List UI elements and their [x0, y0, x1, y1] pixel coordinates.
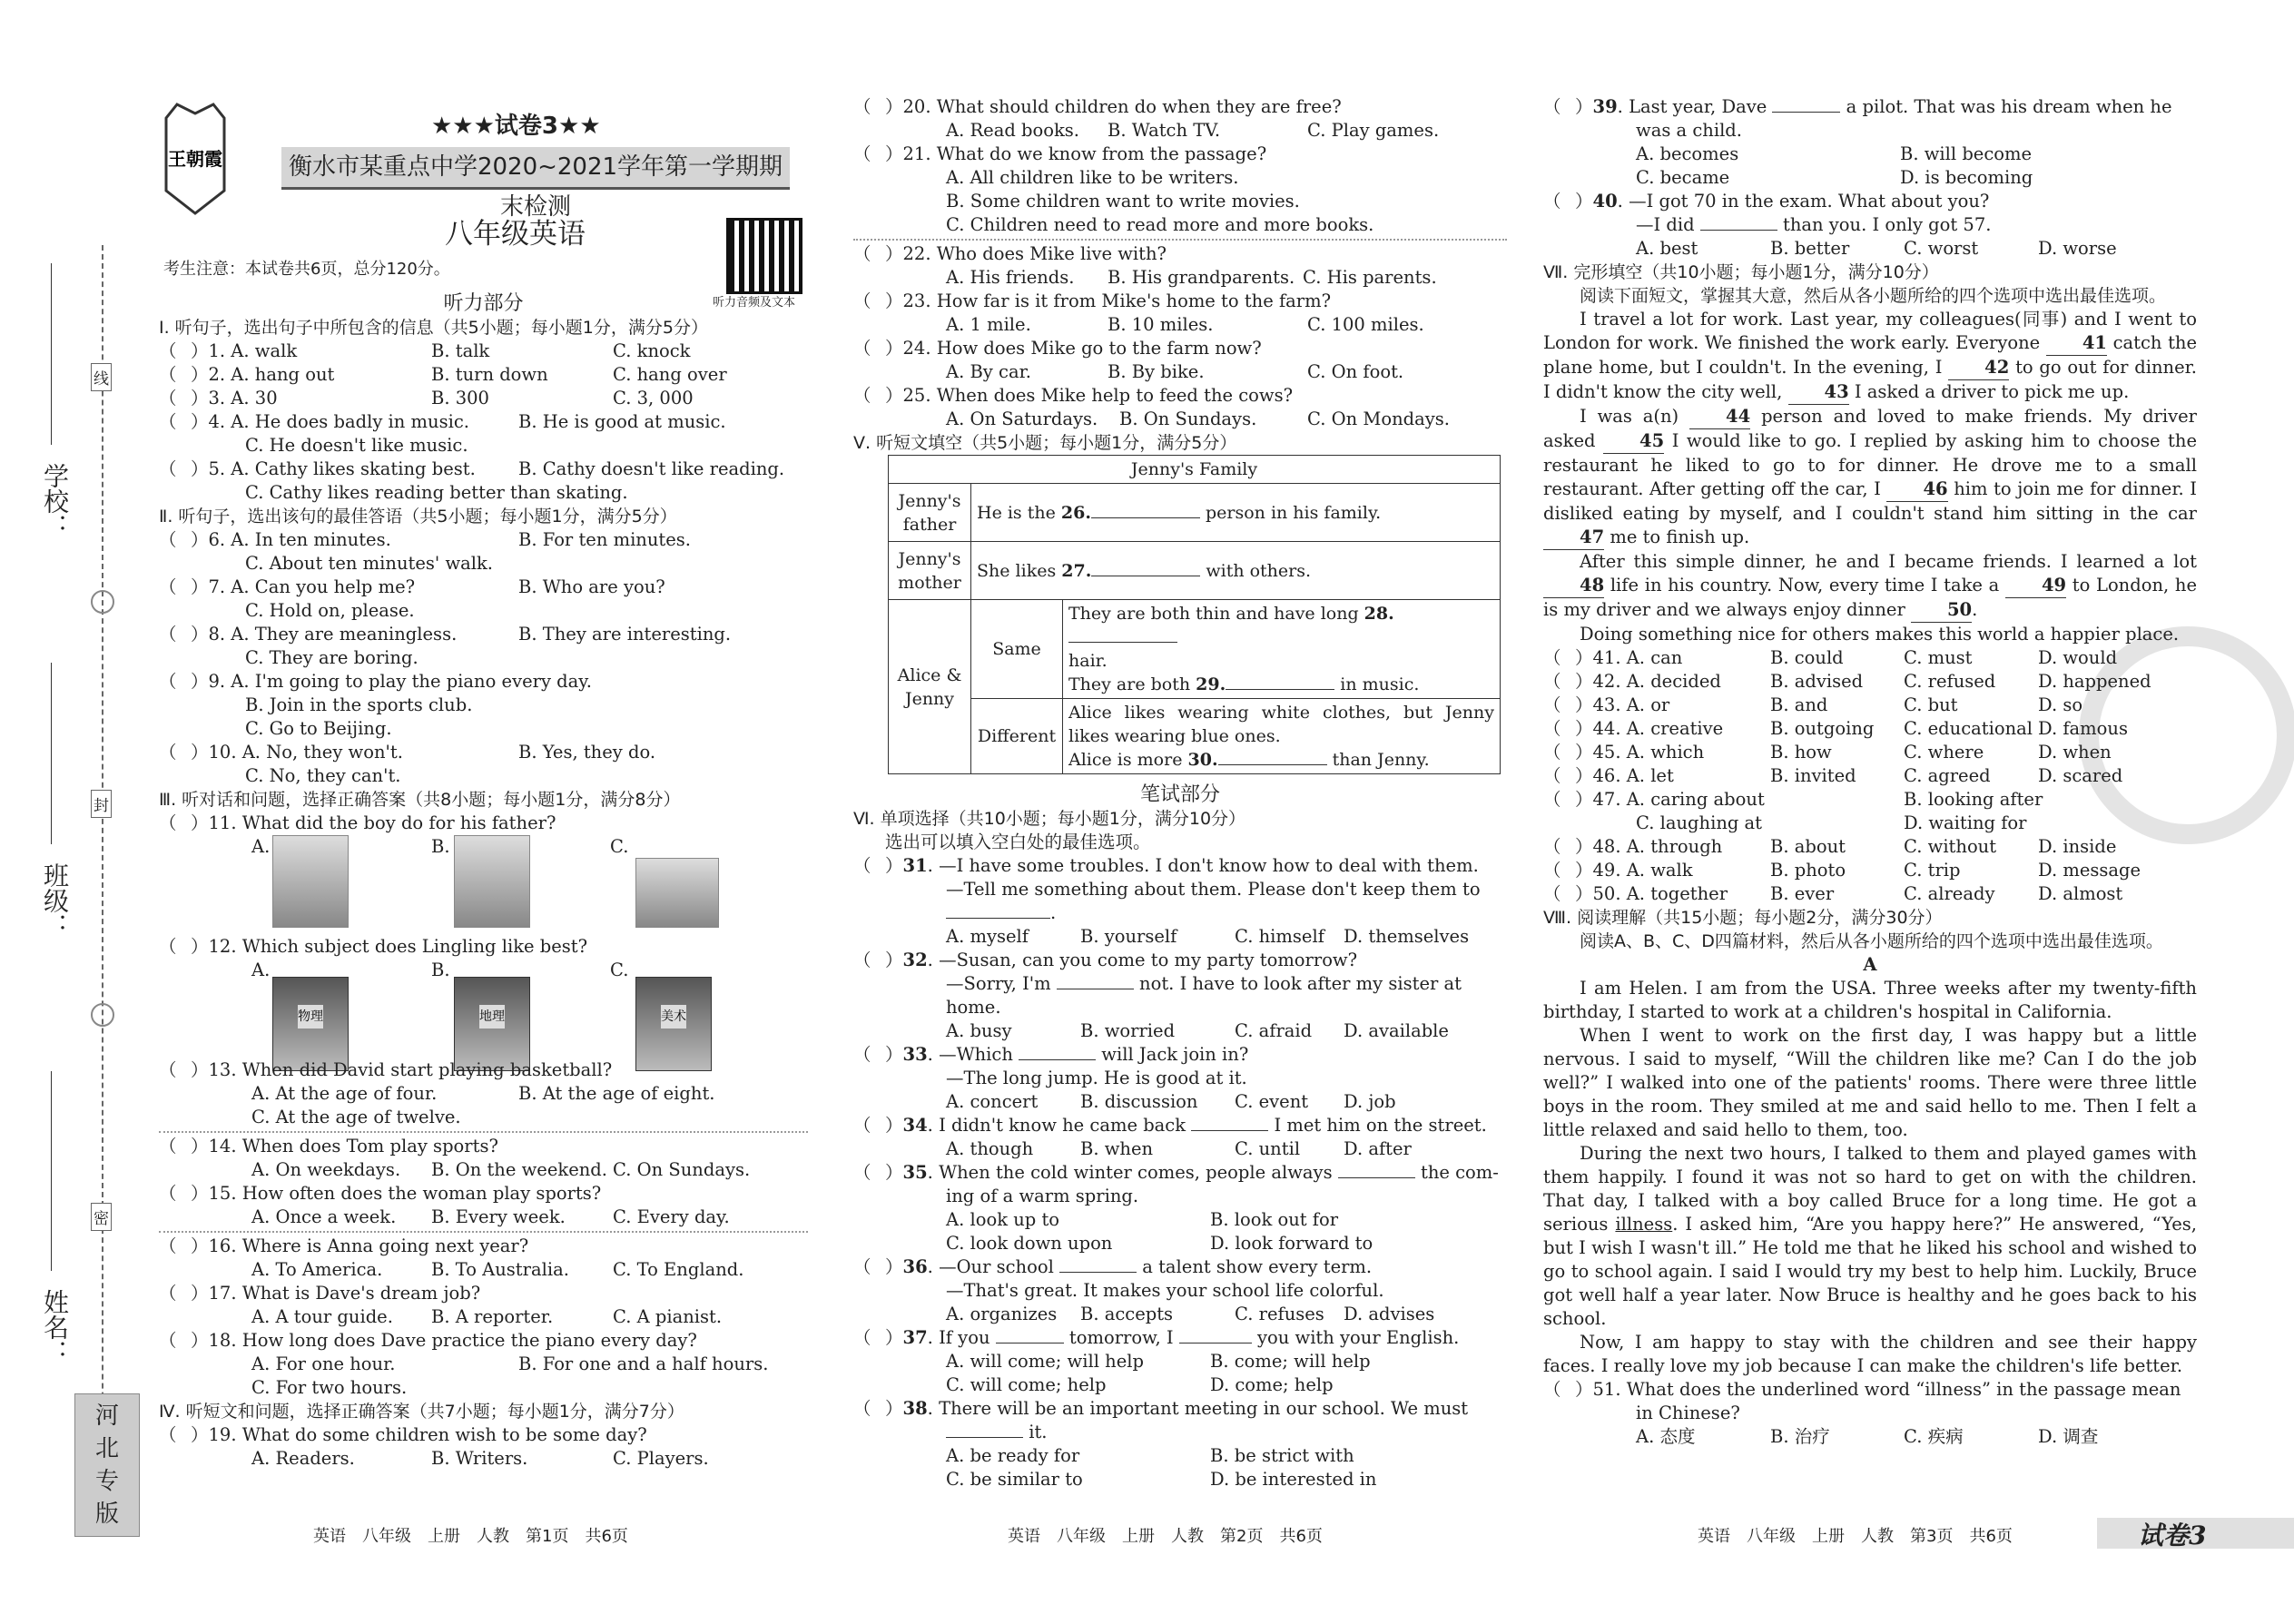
- passage-a-paragraph-4: Now, I am happy to stay with the children and see their happy faces. I really love my job because I can make the children's life better.: [1543, 1332, 2197, 1376]
- question-8-c[interactable]: C. They are boring.: [245, 647, 418, 668]
- question-17-opts[interactable]: A. A tour guide. B. A reporter. C. A pianist.: [251, 1306, 723, 1327]
- blank-33[interactable]: [1019, 1059, 1096, 1060]
- question-24[interactable]: （ ）24. How does Mike go to the farm now?: [853, 338, 1262, 359]
- binding-sidebar: [36, 227, 136, 1528]
- question-42[interactable]: （ ）42. A. decided B. advised C. refused D. happened: [1543, 671, 2151, 692]
- mi-mark: 密: [91, 1203, 112, 1231]
- question-20-opts[interactable]: A. Read books. B. Watch TV. C. Play games.: [946, 120, 1440, 141]
- question-21-a[interactable]: A. All children like to be writers.: [946, 167, 1239, 188]
- divider: [853, 239, 1507, 241]
- question-7[interactable]: （ ）7. A. Can you help me? B. Who are you?: [159, 576, 665, 597]
- question-38-ab[interactable]: A. be ready for B. be strict with: [946, 1445, 1354, 1466]
- section-8-heading: Ⅷ. 阅读理解（共15小题；每小题2分，满分30分）: [1543, 908, 1943, 928]
- blank-41[interactable]: 41: [2046, 331, 2107, 356]
- blank-48[interactable]: 48: [1543, 574, 1604, 598]
- different-label: Different: [971, 699, 1063, 774]
- question-39-cd[interactable]: C. became D. is becoming: [1636, 167, 2033, 188]
- blank-43[interactable]: 43: [1788, 380, 1849, 405]
- question-19-opts[interactable]: A. Readers. B. Writers. C. Players.: [251, 1448, 709, 1469]
- question-2[interactable]: （ ）2. A. hang out B. turn down C. hang over: [159, 364, 727, 385]
- question-5-c[interactable]: C. Cathy likes reading better than skating.: [245, 482, 628, 503]
- question-12[interactable]: （ ）12. Which subject does Lingling like best?: [159, 936, 588, 957]
- question-36[interactable]: （ ）36. —Our school a talent show every term.: [853, 1256, 1373, 1277]
- page-1-footer: 英语 八年级 上册 人教 第1页 共6页: [313, 1527, 628, 1546]
- cloze-paragraph-1: I travel a lot for work. Last year, my colleagues(同事) and I went to London for work. We finished the work early. Everyone 41 catch the plane home, but I couldn't. In the evening, I 42 to go out for dinner. I didn't know the city well, 43 I asked a driver to pick me up.: [1543, 308, 2197, 405]
- paper-number: ★★★试卷3★★: [431, 113, 601, 140]
- alice-jenny-label: Alice & Jenny: [889, 600, 971, 774]
- book-art[interactable]: 美术: [635, 977, 712, 1071]
- underlined-word: illness: [1615, 1214, 1673, 1235]
- passage-a-paragraph-3: During the next two hours, I talked to them and played games with them happily. I found it was not so hard to get on with the children. That day, I talked with a boy called Bruce for a long time. He got a serious illness. I asked him, “Are you happy here?” He answered, “Yes, but I wish I wasn't ill.” He told me that he liked his school and wished to go to school again. I said I would try my best to help him. Luckily, Bruce got well half a year later. Now Bruce is healthy and he goes back to his school.: [1543, 1143, 2198, 1329]
- question-43[interactable]: （ ）43. A. or B. and C. but D. so: [1543, 694, 2083, 715]
- question-20[interactable]: （ ）20. What should children do when they are free?: [853, 96, 1342, 117]
- subject-title: 八年级英语: [445, 218, 586, 251]
- section-5-heading: Ⅴ. 听短文填空（共5小题；每小题1分，满分5分）: [853, 433, 1237, 453]
- blank-26[interactable]: [1091, 517, 1200, 518]
- notice: 考生注意：本试卷共6页，总分120分。: [163, 260, 450, 279]
- question-18-c[interactable]: C. For two hours.: [251, 1377, 408, 1398]
- qr-caption: 听力音频及文本: [713, 296, 796, 310]
- question-15-opts[interactable]: A. Once a week. B. Every week. C. Every day.: [251, 1206, 730, 1227]
- cloze-paragraph-2: I was a(n) 44 person and loved to make friends. My driver asked 45 I would like to go. I replied by asking him to choose the restaurant he liked to go to for dinner. He drove me to a small restaurant. After getting off the car, I 46 him to join me for dinner. I disliked eating by myself, and I couldn't stand him sitting in the car 47 me to finish up.: [1543, 405, 2197, 550]
- question-38[interactable]: （ ）38. There will be an important meeting in our school. We must: [853, 1398, 1469, 1419]
- question-34-opts[interactable]: A. though B. when C. until D. after: [946, 1138, 1412, 1159]
- question-39-ab[interactable]: A. becomes B. will become: [1636, 143, 2033, 164]
- question-34[interactable]: （ ）34. I didn't know he came back I met him on the street.: [853, 1115, 1487, 1136]
- exam-title: 衡水市某重点中学2020~2021学年第一学期期末检测: [281, 147, 790, 190]
- question-47[interactable]: （ ）47. A. caring about B. looking after: [1543, 789, 2043, 810]
- jenny-family-table: [888, 455, 1501, 774]
- question-50[interactable]: （ ）50. A. together B. ever C. already D. almost: [1543, 883, 2123, 904]
- passage-a-label: A: [1863, 954, 1877, 975]
- question-9[interactable]: （ ）9. A. I'm going to play the piano every day.: [159, 671, 592, 692]
- blank-39[interactable]: [1772, 112, 1840, 113]
- same-label: Same: [971, 600, 1063, 699]
- page-2-footer: 英语 八年级 上册 人教 第2页 共6页: [1008, 1527, 1323, 1546]
- section-4-heading: Ⅳ. 听短文和问题，选择正确答案（共7小题；每小题1分，满分7分）: [159, 1402, 684, 1422]
- paper-tag: 试卷3: [2138, 1521, 2207, 1550]
- question-49[interactable]: （ ）49. A. walk B. photo C. trip D. message: [1543, 860, 2141, 881]
- question-14[interactable]: （ ）14. When does Tom play sports?: [159, 1136, 498, 1156]
- blank-38[interactable]: [946, 1437, 1023, 1438]
- brand-logo: [159, 100, 231, 218]
- question-4-c[interactable]: C. He doesn't like music.: [245, 435, 468, 456]
- class-field[interactable]: [51, 663, 52, 844]
- different-cell: Alice likes wearing white clothes, but Jenny likes wearing blue ones. Alice is more 30. than Jenny.: [1063, 699, 1501, 774]
- question-23-opts[interactable]: A. 1 mile. B. 10 miles. C. 100 miles.: [946, 314, 1424, 335]
- same-cell: They are both thin and have long 28. hair. They are both 29. in music.: [1063, 600, 1501, 699]
- question-40[interactable]: （ ）40. —I got 70 in the exam. What about you?: [1543, 191, 1990, 212]
- question-31[interactable]: （ ）31. —I have some troubles. I don't know how to deal with them.: [853, 855, 1479, 876]
- xian-mark: 线: [91, 363, 112, 391]
- section-6-heading: Ⅵ. 单项选择（共10小题；每小题1分，满分10分）: [853, 809, 1246, 829]
- question-14-opts[interactable]: A. On weekdays. B. On the weekend. C. On Sundays.: [251, 1159, 751, 1180]
- question-44[interactable]: （ ）44. A. creative B. outgoing C. educational D. famous: [1543, 718, 2128, 739]
- question-33-opts[interactable]: A. concert B. discussion C. event D. job: [946, 1091, 1396, 1112]
- question-37-ab[interactable]: A. will come; will help B. come; will help: [946, 1351, 1371, 1372]
- question-5[interactable]: （ ）5. A. Cathy likes skating best. B. Cathy doesn't like reading.: [159, 458, 785, 479]
- question-23[interactable]: （ ）23. How far is it from Mike's home to the farm?: [853, 290, 1332, 311]
- blank-42[interactable]: 42: [1948, 356, 2009, 380]
- question-37[interactable]: （ ）37. If you tomorrow, I you with your English.: [853, 1327, 1460, 1348]
- blank-40[interactable]: [1700, 230, 1777, 231]
- question-18-ab[interactable]: A. For one hour. B. For one and a half hours.: [251, 1353, 769, 1374]
- blank-36[interactable]: [1059, 1272, 1137, 1273]
- blank-28[interactable]: [1068, 642, 1177, 643]
- name-field[interactable]: [51, 1071, 52, 1271]
- blank-46[interactable]: 46: [1886, 477, 1947, 502]
- binding-hole-icon: [91, 1003, 114, 1027]
- blank-50[interactable]: 50: [1911, 598, 1972, 623]
- book-geography[interactable]: 地理: [454, 977, 530, 1071]
- blank-30[interactable]: [1218, 764, 1327, 765]
- class-label: 班级：: [40, 862, 70, 939]
- question-13[interactable]: （ ）13. When did David start playing basketball?: [159, 1059, 613, 1080]
- page-3: （ ）39. Last year, Dave a pilot. That was his dream when he was a child. A. becomes B. will become C. became D. is becoming （ ）40. —I got 70 in the exam. What about you? —I did than you. I only got 57. A. best B. better C. worst D. worse Ⅶ. 完形填空（共10小题；每小题1分，满分10分） 阅读下面短文，掌握其大意，然后从各小题所给的四个选项中选出最佳选项。 I travel a lot for work. Last year, my colleagues(同事) and I went to London for work. We finished the work early. Everyone 41 catch the plane home, but I couldn't. In the evening, I 42 to go out for dinner. I didn't know the city well, 43 I asked a driver to pick me up. I was a(n) 44 person and loved to make friends. My driver asked 45 I would like to go. I replied by asking him to choose the restaurant he liked to go to for dinner. He drove me to a small restaurant. After getting off the car, I 46 him to join me for dinner. I disliked eating by myself, and I couldn't stand him sitting in the car 47 me to finish up. After this simple dinner, he and I became friends. I learned a lot 48 life in his country. Now, every time I take a 49 to London, he is my driver and we always enjoy dinner 50. Doing something nice for others makes this world a happier place. （ ）41. A. can B. could C. must D. would （ ）42. A. decided B. advised C. refused D. happened （ ）43. A. or B. and C. but D. so （ ）44. A. creative B. outgoing C. educational D. famous （ ）45. A. which B. how C. where D. when （ ）46. A. let B. invited C. agreed D. scared （ ）47. A. caring about B. looking after C. laughing at D. waiting for （ ）48. A. through B. about C. without D. inside （ ）49. A. walk B. photo C. trip D. message （ ）50. A. together B. ever C. already D. almost Ⅷ. 阅读理解（共15小题；每小题2分，满分30分） 阅读A、B、C、D四篇材料，然后从各小题所给的四个选项中选出最佳选项。 A I am Helen. I am from the USA. Three weeks after my twenty-fifth birthday, I started to work at a children's hospital in California. When I went to work on the first day, I was happy but a little nervous. I said to myself, “Will the children like me? Can I do the job well?” I walked into one of the patients' rooms. There were three little boys in the room. They smiled at me and said hello to me. Then I felt a little relaxed and said hello to them, too. During the next two hours, I talked to them and played games with them happily. I found it was not so hard to get on with the children. That day, I talked with a boy called Bruce for a long time. He got a serious illness. I asked him, “Are you happy here?” He answered, “Yes, but I wish I wasn't ill.” He told me that he liked his school and wished to go to school again. I said I would try my best to help him. Luckily, Bruce got well half a year later. Now Bruce is healthy and he goes back to his school. Now, I am happy to stay with the children and see their happy faces. I really love my job because I can make the children's life better. （ ）51. What does the underlined word “illness” in the passage mean in Chinese? A. 态度 B. 治疗 C. 疾病 D. 调查: [1543, 96, 2198, 1447]
- question-17[interactable]: （ ）17. What is Dave's dream job?: [159, 1283, 481, 1304]
- question-11[interactable]: （ ）11. What did the boy do for his father?: [159, 812, 556, 833]
- question-51-opts[interactable]: A. 态度 B. 治疗 C. 疾病 D. 调查: [1636, 1426, 2099, 1447]
- question-25[interactable]: （ ）25. When does Mike help to feed the cows?: [853, 385, 1294, 406]
- question-37-cd[interactable]: C. will come; help D. come; help: [946, 1374, 1334, 1395]
- question-46[interactable]: （ ）46. A. let B. invited C. agreed D. scared: [1543, 765, 2123, 786]
- question-16[interactable]: （ ）16. Where is Anna going next year?: [159, 1235, 529, 1256]
- question-40-opts[interactable]: A. best B. better C. worst D. worse: [1636, 238, 2117, 259]
- blank-34[interactable]: [1191, 1130, 1268, 1131]
- father-label: Jenny's father: [889, 484, 971, 542]
- feng-mark: 封: [91, 790, 112, 818]
- question-10-c[interactable]: C. No, they can't.: [245, 765, 401, 786]
- svg-text:王朝霞: 王朝霞: [168, 148, 222, 170]
- section-6-instruction: 选出可以填入空白处的最佳选项。: [885, 832, 1151, 852]
- listening-heading: 听力部分: [443, 292, 524, 315]
- section-1-heading: Ⅰ. 听句子，选出句子中所包含的信息（共5小题；每小题1分，满分5分）: [159, 318, 708, 338]
- question-9-c[interactable]: C. Go to Beijing.: [245, 718, 392, 739]
- divider: [159, 1231, 808, 1233]
- blank-45[interactable]: 45: [1603, 429, 1664, 454]
- page-3-footer: 英语 八年级 上册 人教 第3页 共6页: [1698, 1527, 2013, 1546]
- blank-29[interactable]: [1226, 689, 1334, 690]
- question-32-opts[interactable]: A. busy B. worried C. afraid D. available: [946, 1020, 1449, 1041]
- question-8[interactable]: （ ）8. A. They are meaningless. B. They are interesting.: [159, 624, 732, 645]
- question-12-pictures: A. 物理 B. 地理 C. 美术: [159, 959, 808, 1058]
- question-15[interactable]: （ ）15. How often does the woman play sports?: [159, 1183, 602, 1204]
- passage-a-paragraph-1: I am Helen. I am from the USA. Three weeks after my twenty-fifth birthday, I started to work at a children's hospital in California.: [1543, 978, 2197, 1022]
- book-physics[interactable]: 物理: [272, 977, 349, 1071]
- question-6[interactable]: （ ）6. A. In ten minutes. B. For ten minutes.: [159, 529, 692, 550]
- question-21[interactable]: （ ）21. What do we know from the passage?: [853, 143, 1267, 164]
- question-35-ab[interactable]: A. look up to B. look out for: [946, 1209, 1339, 1230]
- section-7-instruction: 阅读下面短文，掌握其大意，然后从各小题所给的四个选项中选出最佳选项。: [1580, 286, 2167, 306]
- section-8-instruction: 阅读A、B、C、D四篇材料，然后从各小题所给的四个选项中选出最佳选项。: [1580, 931, 2163, 951]
- mother-label: Jenny's mother: [889, 542, 971, 600]
- question-10[interactable]: （ ）10. A. No, they won't. B. Yes, they do.: [159, 742, 656, 763]
- question-47-cd[interactable]: C. laughing at D. waiting for: [1636, 812, 2027, 833]
- question-3[interactable]: （ ）3. A. 30 B. 300 C. 3, 000: [159, 388, 694, 408]
- question-11-pictures: A. B. C.: [159, 835, 808, 935]
- question-22-opts[interactable]: A. His friends. B. His grandparents. C. His parents.: [946, 267, 1437, 288]
- question-16-opts[interactable]: A. To America. B. To Australia. C. To England.: [251, 1259, 744, 1280]
- question-33[interactable]: （ ）33. —Which will Jack join in?: [853, 1044, 1249, 1065]
- school-label: 学校：: [40, 463, 70, 539]
- qr-code[interactable]: [726, 218, 802, 294]
- cloze-paragraph-3: After this simple dinner, he and I became friends. I learned a lot 48 life in his country. Now, every time I take a 49 to London, he is my driver and we always enjoy dinner 50.: [1543, 550, 2197, 623]
- question-41[interactable]: （ ）41. A. can B. could C. must D. would: [1543, 647, 2118, 668]
- section-2-heading: Ⅱ. 听句子，选出该句的最佳答语（共5小题；每小题1分，满分5分）: [159, 507, 677, 527]
- question-39[interactable]: （ ）39. Last year, Dave a pilot. That was his dream when he: [1543, 96, 2172, 117]
- question-45[interactable]: （ ）45. A. which B. how C. where D. when: [1543, 742, 2112, 763]
- question-6-c[interactable]: C. About ten minutes' walk.: [245, 553, 494, 574]
- question-51[interactable]: （ ）51. What does the underlined word “illness” in the passage mean: [1543, 1379, 2181, 1400]
- picture-c-heart-hands[interactable]: [635, 858, 719, 928]
- question-36-opts[interactable]: A. organizes B. accepts C. refuses D. advises: [946, 1304, 1435, 1324]
- question-25-opts[interactable]: A. On Saturdays. B. On Sundays. C. On Mondays.: [946, 408, 1450, 429]
- blank-47[interactable]: 47: [1543, 526, 1604, 550]
- question-13-c[interactable]: C. At the age of twelve.: [251, 1107, 461, 1127]
- question-24-opts[interactable]: A. By car. B. By bike. C. On foot.: [946, 361, 1404, 382]
- father-row: He is the 26. person in his family.: [971, 484, 1501, 542]
- question-1[interactable]: （ ）1. A. walk B. talk C. knock: [159, 340, 691, 361]
- question-38-cd[interactable]: C. be similar to D. be interested in: [946, 1469, 1377, 1490]
- writing-heading: 笔试部分: [1139, 783, 1220, 806]
- blank-31[interactable]: [946, 918, 1050, 919]
- question-19[interactable]: （ ）19. What do some children wish to be some day?: [159, 1424, 647, 1445]
- blank-49[interactable]: 49: [2005, 574, 2066, 598]
- question-9-b[interactable]: B. Join in the sports club.: [245, 694, 473, 715]
- name-label: 姓名：: [40, 1289, 70, 1365]
- question-32[interactable]: （ ）32. —Susan, can you come to my party tomorrow?: [853, 950, 1358, 970]
- blank-44[interactable]: 44: [1689, 405, 1750, 429]
- mother-row: She likes 27. with others.: [971, 542, 1501, 600]
- edition-badge: 河 北 专 版: [74, 1393, 140, 1537]
- section-7-heading: Ⅶ. 完形填空（共10小题；每小题1分，满分10分）: [1543, 262, 1939, 282]
- picture-a-boy-gift[interactable]: [272, 835, 349, 928]
- passage-a-paragraph-2: When I went to work on the first day, I was happy but a little nervous. I said to myself, “Will the children like me? Can I do the job well?” I walked into one of the patients' rooms. There were three little boys in the room. They smiled at me and said hello to me. Then I felt a little relaxed and said hello to them, too.: [1543, 1025, 2197, 1140]
- question-35[interactable]: （ ）35. When the cold winter comes, people always the com-: [853, 1162, 1499, 1183]
- question-21-c[interactable]: C. Children need to read more and more books.: [946, 214, 1374, 235]
- page-1: [159, 292, 808, 1471]
- binding-hole-icon: [91, 590, 114, 614]
- question-13-ab[interactable]: A. At the age of four. B. At the age of eight.: [251, 1083, 715, 1104]
- picture-b-boy-hug[interactable]: [454, 835, 530, 928]
- question-7-c[interactable]: C. Hold on, please.: [245, 600, 415, 621]
- question-21-b[interactable]: B. Some children want to write movies.: [946, 191, 1300, 212]
- page-2: （ ）20. What should children do when they are free? A. Read books. B. Watch TV. C. Play games. （ ）21. What do we know from the passage? A. All children like to be writers. B. Some children want to write movies. C. Children need to read more and more books. （ ）22. Who does Mike live with? A. His friends. B. His grandparents. C. His parents. （ ）23. How far is it from Mike's home to the farm? A. 1 mile. B. 10 miles. C. 100 miles. （ ）24. How does Mike go to the farm now? A. By car. B. By bike. C. On foot. （ ）25. When does Mike help to feed the cows? A. On Saturdays. B. On Sundays. C. On Mondays. Ⅴ. 听短文填空（共5小题；每小题1分，满分5分） Jenny's Family Jenny's father He is the 26. person in his family. Jenny's mother She likes 27. with others. Alice & Jenny Same They are both thin and have long 28. hair. They are both 29. in music. Different Alice likes wearing white clothes, but Jenny likes wearing blue ones. Alice is more 30. than Jenny. 笔试部分 Ⅵ. 单项选择（共10小题；每小题1分，满分10分） 选出可以填入空白处的最佳选项。 （ ）31. —I have some troubles. I don't know how to deal with them. —Tell me something about them. Please don't keep them to . A. myself B. yourself C. himself D. themselves （ ）32. —Susan, can you come to my party tomorrow? —Sorry, I'm not. I have to look after my sister at home. A. busy B. worried C. afraid D. available （ ）33. —Which will Jack join in? —The long jump. He is good at it. A. concert B. discussion C. event D. job （ ）34. I didn't know he came back I met him on the street. A. though B. when C. until D. after （ ）35. When the cold winter comes, people always the com- ing of a warm spring. A. look up to B. look out for C. look down upon D. look forward to （ ）36. —Our school a talent show every term. —That's great. It makes your school life colorful. A. organizes B. accepts C. refuses D. advises （ ）37. If you tomorrow, I you with your English. A. will come; will help B. come; will help C. will come; help D. come; help （ ）38. There will be an important meeting in our school. We must it. A. be ready for B. be strict with C. be similar to D. be interested in: [853, 95, 1507, 1491]
- divider: [159, 1131, 808, 1133]
- blank-35[interactable]: [1338, 1177, 1415, 1178]
- cloze-paragraph-4: Doing something nice for others makes this world a happier place.: [1580, 624, 2180, 645]
- question-22[interactable]: （ ）22. Who does Mike live with?: [853, 243, 1167, 264]
- question-35-cd[interactable]: C. look down upon D. look forward to: [946, 1233, 1373, 1254]
- section-3-heading: Ⅲ. 听对话和问题，选择正确答案（共8小题；每小题1分，满分8分）: [159, 790, 681, 810]
- question-48[interactable]: （ ）48. A. through B. about C. without D. inside: [1543, 836, 2117, 857]
- question-4[interactable]: （ ）4. A. He does badly in music. B. He is good at music.: [159, 411, 726, 432]
- question-18[interactable]: （ ）18. How long does Dave practice the piano every day?: [159, 1330, 697, 1351]
- question-31-opts[interactable]: A. myself B. yourself C. himself D. themselves: [946, 926, 1470, 947]
- school-field[interactable]: [51, 263, 52, 445]
- table-title: Jenny's Family: [889, 456, 1501, 484]
